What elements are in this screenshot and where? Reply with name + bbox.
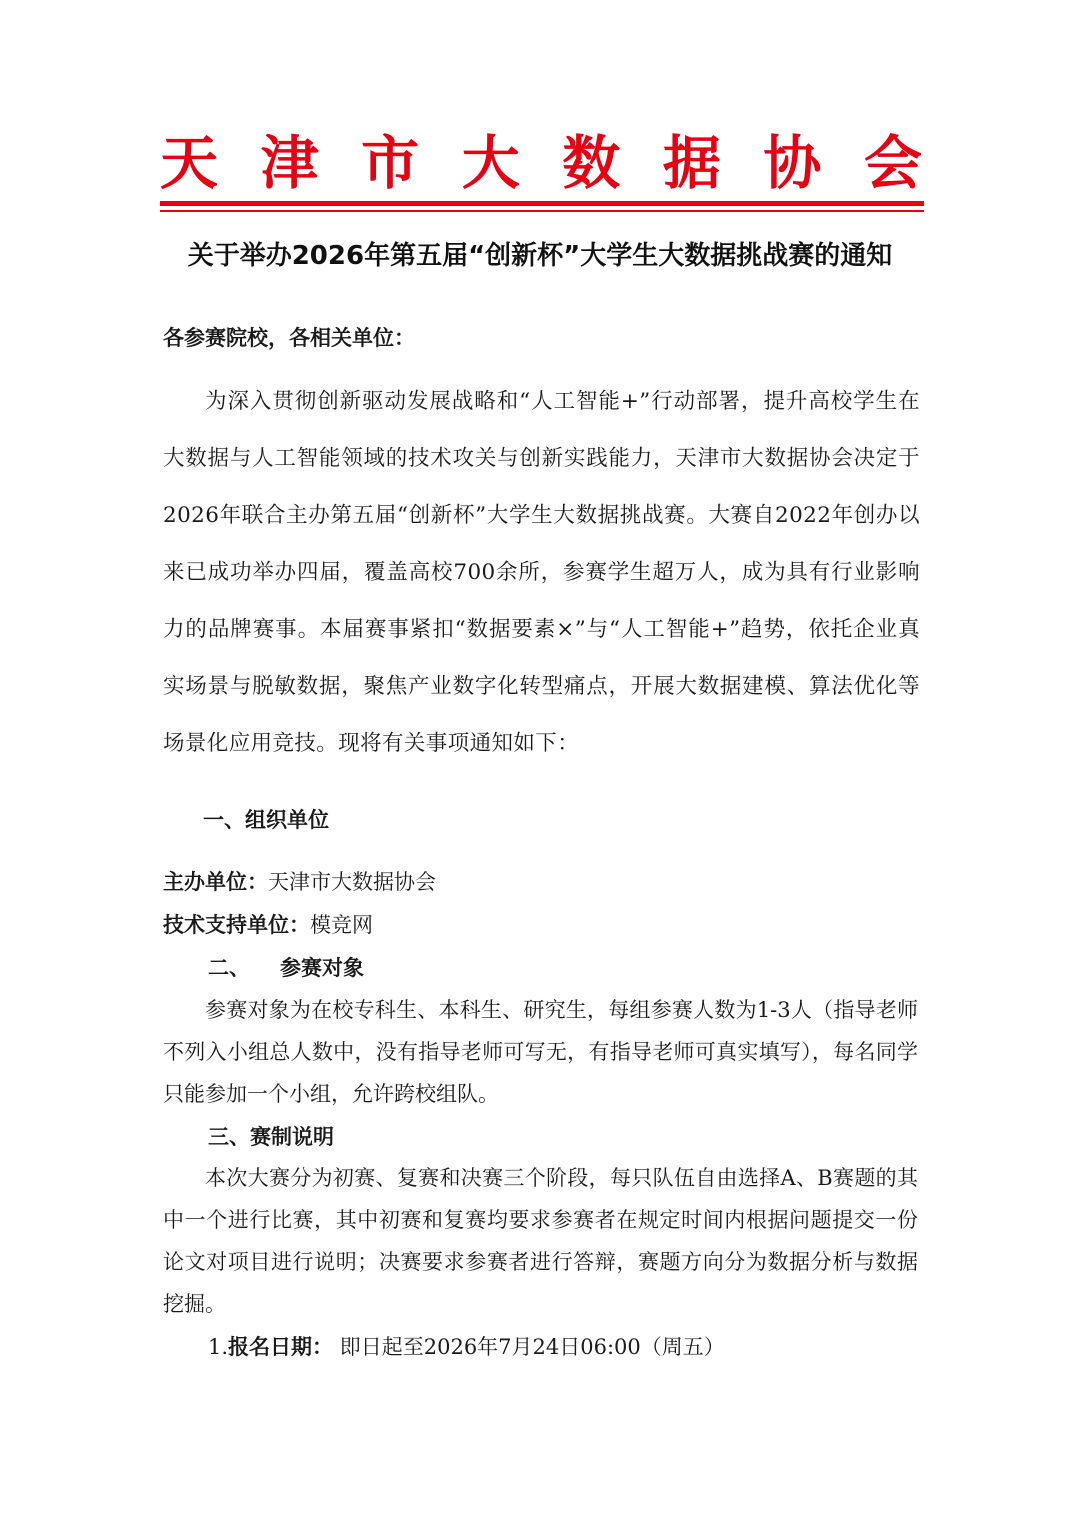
masthead-char: 市: [361, 129, 420, 197]
masthead-organization-name: [160, 128, 922, 198]
host-unit-line: [163, 862, 436, 902]
competition-format-paragraph: 本次大赛分为初赛、复赛和决赛三个阶段，每只队伍自由选择A、B赛题的其中一个进行比赛，其中初赛和复赛均要求参赛者在规定时间内根据问题提交一份论文对项目进行说明；决赛要求参赛者进行答辩，赛题方向分为数据分析与数据挖掘。: [163, 1166, 918, 1316]
tech-support-line: [163, 905, 373, 945]
masthead-char: 会: [863, 129, 922, 197]
masthead-rule-thin: [160, 210, 924, 212]
masthead-char: 大: [461, 129, 520, 197]
section-heading-organizers: 一、组织单位: [203, 808, 329, 832]
registration-label: 报名日期：: [228, 1335, 334, 1359]
section-title: 参赛对象: [280, 956, 364, 980]
tech-support-label: 技术支持单位：: [163, 913, 310, 937]
section-heading-participants: [208, 948, 364, 988]
tech-support-value: 模竞网: [310, 913, 373, 937]
salutation: 各参赛院校，各相关单位：: [163, 326, 415, 350]
masthead-char: 天: [160, 129, 219, 197]
masthead-rule-thick: [160, 201, 924, 206]
section-heading-competition-format: 三、赛制说明: [208, 1125, 334, 1149]
document-title: 关于举办2026年第五届“创新杯”大学生大数据挑战赛的通知: [187, 241, 893, 271]
registration-number: 1.: [208, 1335, 229, 1359]
registration-date-line: [208, 1327, 725, 1367]
intro-paragraph: 为深入贯彻创新驱动发展战略和“人工智能+”行动部署，提升高校学生在大数据与人工智能领域的技术攻关与创新实践能力，天津市大数据协会决定于2026年联合主办第五届“创新杯”大学生大数据挑战赛。大赛自2022年创办以来已成功举办四届，覆盖高校700余所，参赛学生超万人，成为具有行业影响力的品牌赛事。本届赛事紧扣“数据要素×”与“人工智能+”趋势，依托企业真实场景与脱敏数据，聚焦产业数字化转型痛点，开展大数据建模、算法优化等场景化应用竞技。现将有关事项通知如下：: [163, 389, 920, 756]
masthead-char: 据: [662, 129, 721, 197]
masthead-char: 津: [260, 129, 319, 197]
masthead-char: 数: [562, 129, 621, 197]
host-unit-label: 主办单位：: [163, 870, 268, 894]
host-unit-value: 天津市大数据协会: [268, 870, 436, 894]
participants-paragraph: 参赛对象为在校专科生、本科生、研究生，每组参赛人数为1-3人（指导老师不列入小组总人数中，没有指导老师可写无，有指导老师可真实填写），每名同学只能参加一个小组，允许跨校组队。: [163, 998, 918, 1106]
registration-value: 即日起至2026年7月24日06:00（周五）: [339, 1335, 725, 1359]
masthead-char: 协: [763, 129, 822, 197]
section-number: 二、: [208, 956, 250, 980]
